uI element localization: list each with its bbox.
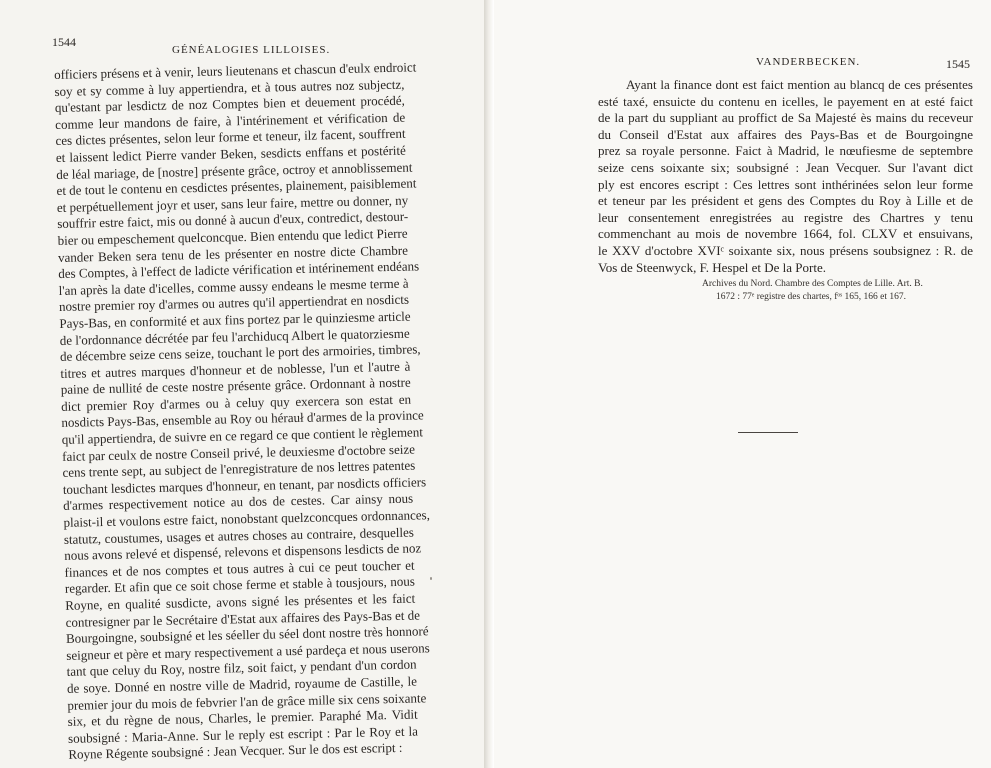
right-page-text (598, 77, 973, 276)
text-line: six, et du règne de nous, Charles, le premier. Paraphé Ma. Vidit (67, 706, 418, 730)
text-line: Pays-Bas, en conformité et aux fins portez par le quinziesme article (59, 308, 411, 331)
text-line: et de tout le contenu en cesdictes présentes, plainement, paisiblement (56, 175, 417, 199)
text-line: nostre premier roy d'armes ou autres qu'il appertiendrat en nosdicts (58, 291, 410, 315)
text-line: et perpétuellement joyr et user, sans leur faire, mettre ou donner, ny (56, 192, 409, 215)
text-line: Ayant la finance dont est faict mention au blancq de ces présentes (626, 77, 973, 92)
paper-speck (430, 577, 432, 580)
text-line: qu'estant par lesdictz de noz Comptes bien et deuement procédé, (54, 92, 405, 116)
text-line: et laissent ledict Pierre vander Beken, sesdicts enffans et postérité (55, 142, 406, 165)
text-line: contresigner par le Secrétaire d'Estat aux affaires des Pays-Bas et de (65, 607, 421, 630)
text-line: regarder. Et afin que ce soit chose ferme et stable à tousjours, nous (64, 573, 416, 597)
source-line: Archives du Nord. Chambre des Comptes de Lille. Art. B. (702, 279, 923, 289)
text-line: leur consentement enregistrées au registre des Chartres y tenu (598, 209, 973, 225)
left-page-number: 1544 (52, 35, 76, 49)
text-line: Bourgoingne, soubsigné et les séeller du séel dont nostre très honnoré (65, 623, 429, 647)
text-line: paine de nullité de ceste nostre présente grâce. Ordonnant à nostre (60, 374, 411, 398)
text-line: Vos de Steenwyck, F. Hespel et De la Porte. (598, 259, 826, 275)
text-line: de décembre seize cens seize, touchant le port des armoiries, timbres, (59, 341, 421, 365)
text-line: Royne, en qualité susdicte, avons signé les présentes et les faict (65, 590, 416, 613)
text-line: de léal mariage, de [nostre] présente grâce, octroy et annoblissement (56, 159, 413, 182)
text-line: cens trente sept, au subject de l'enregistrature de nos lettres patentes (62, 457, 416, 481)
text-line: premier jour du mois de febvrier l'an de grâce mille six cens soixante (67, 689, 427, 713)
text-line: du Conseil d'Estat aux affaires des Pays-Bas et de Bourgoingne (598, 126, 973, 142)
text-line: vander Beken sera tenu de les présenter en nostre dicte Chambre (57, 242, 409, 265)
left-running-head: GÉNÉALOGIES LILLOISES. (172, 44, 331, 56)
text-line: Royne Régente soubsigné : Jean Vecquer. Sur le dos est escript : (68, 740, 403, 763)
text-line: le XXV d'octobre XVIᶜ soixante six, nous présens soubsignez : R. de (598, 242, 973, 258)
text-line: de soye. Donné en nostre ville de Madrid, royaume de Castille, le (66, 673, 418, 696)
text-line: de l'ordonnance décrétée par feu l'archiducq Albert le quatorziesme (59, 325, 410, 348)
section-divider (738, 432, 798, 433)
text-line: statutz, coustumes, usages et autres choses au contraire, desquelles (63, 524, 414, 547)
text-line: nous avons relevé et dispensé, relevons et dispensons lesdicts de noz (64, 540, 422, 564)
text-line: et teneur par les président et gens des Comptes du Roy à Lille et de (598, 193, 973, 209)
text-line: titres et autres marques d'honneur et de noblesse, l'un et l'autre à (60, 358, 411, 381)
right-running-head: VANDERBECKEN. (756, 56, 861, 68)
text-line: touchant lesdictes marques d'honneur, en tenant, par nosdicts officiers (62, 474, 427, 497)
text-line: ply est encores escript : Ces lettres sont inthérinées selon leur forme (598, 176, 973, 192)
text-line: finances et de nos comptes et tous autres à cui ce peut toucher et (64, 557, 415, 580)
text-line: soy et sy comme à luy appertiendra, et à tous autres noz subjectz, (54, 76, 405, 99)
text-line: comme leur mandons de faire, à l'intérinement et vérification de (55, 109, 406, 132)
text-line: seize cens soixante six; soubsigné : Jean Vecquer. Sur l'avant dict (598, 159, 973, 175)
book-gutter (484, 0, 494, 768)
text-line: tant que celuy du Roy, nostre filz, soit faict, y pendant d'un cordon (66, 656, 417, 680)
archive-source-citation (702, 278, 972, 303)
text-line: plaist-il et voulons estre faict, nonobstant quelzconcques ordonnances, (63, 507, 431, 530)
text-line: commenchant au mois de novembre 1664, fol. CLXV et ensuivans, (598, 226, 973, 242)
text-line: ces dictes présentes, selon leur forme et teneur, ilz facent, souffrent (55, 126, 406, 149)
right-page-number: 1545 (946, 57, 970, 71)
text-line: l'an après la date d'icelles, comme aussy endeans le mesme terme à (58, 275, 409, 298)
text-line: dict premier Roy d'armes ou à celuy quy exercera son estat en (60, 391, 412, 414)
text-line: de la part du suppliant au proffict de Sa Majesté ès mains du receveur (598, 110, 973, 126)
left-page-text (54, 59, 431, 764)
text-line: d'armes respectivement notice au dos de cestes. Car ainsy nous (63, 491, 414, 514)
text-line: souffrir estre faict, mis ou donné à aucun d'eux, contredict, destour- (57, 208, 409, 232)
text-line: officiers présens et à venir, leurs lieutenans et chascun d'eulx endroict (54, 59, 417, 82)
left-page (0, 0, 484, 768)
text-line: nosdicts Pays-Bas, ensemble au Roy ou hérauł d'armes de la province (61, 407, 424, 431)
text-line: bier ou empeschement quelconcque. Bien entendu que ledict Pierre (57, 225, 408, 248)
right-page (494, 0, 991, 768)
text-line: esté taxé, ensuicte du contenu en icelles, le payement en at esté faict (598, 93, 973, 109)
source-line: 1672 : 77ᵉ registre des chartes, fᵒˢ 165, 166 et 167. (716, 291, 907, 302)
text-line: seigneur et père et mary respectivement a usé pardeça et nous userons (66, 640, 430, 663)
text-line: prez sa royale personne. Faict à Madrid, le nœufiesme de septembre (598, 143, 973, 159)
text-line: des Comptes, à l'effect de ladicte vérification et intérinement endéans (58, 258, 420, 282)
text-line: soubsigné : Maria-Anne. Sur le reply est escript : Par le Roy et la (67, 723, 419, 746)
text-line: faict par ceulx de nostre Conseil privé, le deuxiesme d'octobre seize (61, 441, 416, 464)
text-line: qu'il appertiendra, de suivre en ce regard ce que contient le règlement (61, 424, 424, 447)
